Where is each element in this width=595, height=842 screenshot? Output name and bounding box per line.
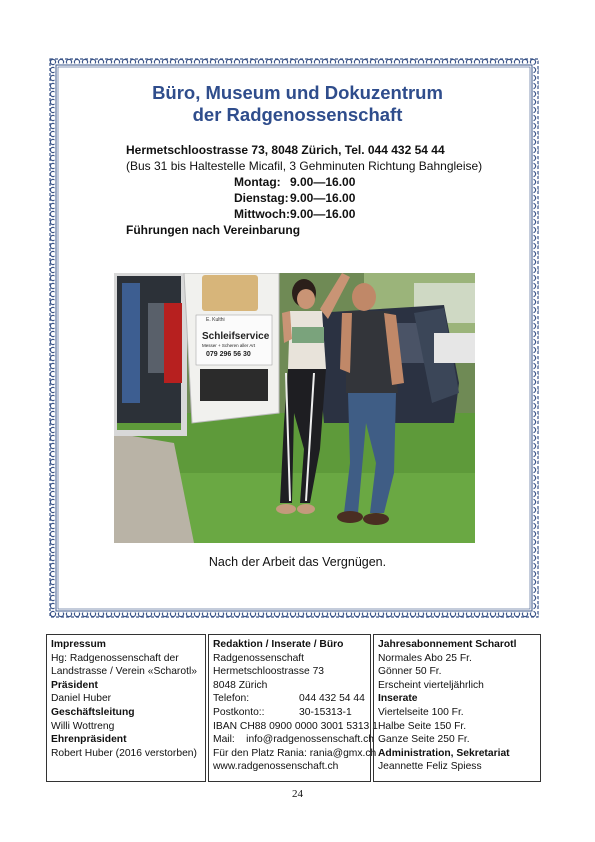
opening-hours-monday [234,174,355,190]
phone-label: Telefon: [213,693,250,705]
van-sign-title: Schleifservice [202,331,270,342]
ads-label: Inserate [378,693,418,705]
van-sign-sub: Messer + Scheren aller Art [202,343,256,348]
admin-label: Administration, Sekretariat [378,747,510,759]
admin-name: Jeannette Feliz Spiess [378,761,482,773]
subscription-heading: Jahresabonnement Scharotl [378,639,517,650]
email-line[interactable]: Mail: info@radgenossenschaft.ch [213,734,374,746]
management-name: Willi Wottreng [51,720,115,732]
impressum-heading: Impressum [51,639,106,650]
editorial-heading: Redaktion / Inserate / Büro [213,639,344,650]
editorial-box [208,634,378,782]
ad-full-page: Ganze Seite 250 Fr. [378,734,470,746]
time-range: 9.00—16.00 [290,175,356,189]
editorial-street: Hermetschloostrasse 73 [213,666,325,678]
ad-half-page: Halbe Seite 150 Fr. [378,720,467,732]
page-title: Büro, Museum und Dokuzentrum [152,82,443,103]
subscription-box [373,634,541,782]
postal-account-number: 30-15313-1 [299,706,352,718]
van-sign-brand: E. Kulthi [206,317,225,323]
honorary-president-label: Ehrenpräsident [51,734,127,746]
time-range: 9.00—16.00 [290,191,356,205]
tours-note: Führungen nach Vereinbarung [126,223,301,237]
day-label: Mittwoch: [234,207,290,221]
day-label: Dienstag: [234,191,289,205]
president-name: Daniel Huber [51,693,112,705]
bus-directions: (Bus 31 bis Haltestelle Micafil, 3 Gehminuten Richtung Bahngleise) [126,159,483,173]
editorial-city: 8048 Zürich [213,679,268,691]
phone-row [213,692,366,706]
impressum-box [46,634,206,782]
postal-account-label: Postkonto:: [213,706,265,718]
iban: IBAN CH88 0900 0000 3001 5313 1 [213,720,378,732]
address-line: Hermetschloostrasse 73, 8048 Zürich, Tel. 044 432 54 44 [126,143,445,157]
editorial-org: Radgenossenschaft [213,652,305,664]
opening-hours-wednesday [234,206,355,222]
ad-quarter-page: Viertelseite 100 Fr. [378,706,464,718]
publication-frequency: Erscheint vierteljährlich [378,679,484,691]
normal-subscription: Normales Abo 25 Fr. [378,652,472,664]
website-link[interactable]: www.radgenossenschaft.ch [213,761,339,773]
opening-hours-tuesday [234,190,355,206]
publisher-line-1: Hg: Radgenossenschaft der [51,652,179,664]
patron-subscription: Gönner 50 Fr. [378,666,442,678]
postal-account-row [213,706,366,720]
platz-contact: Für den Platz Rania: rania@gmx.ch [213,747,377,759]
van-sign-phone: 079 296 56 30 [206,351,251,358]
photo-caption: Nach der Arbeit das Vergnügen. [208,555,387,569]
page-subtitle: der Radgenossenschaft [192,104,403,125]
publisher-line-2: Landstrasse / Verein «Scharotl» [51,666,197,678]
honorary-president-name: Robert Huber (2016 verstorben) [51,747,197,759]
president-label: Präsident [51,679,98,691]
management-label: Geschäftsleitung [51,706,135,718]
day-label: Montag: [234,175,281,189]
page-number: 24 [292,788,303,800]
phone-number: 044 432 54 44 [299,693,365,705]
time-range: 9.00—16.00 [290,207,356,221]
event-photo [114,273,475,543]
